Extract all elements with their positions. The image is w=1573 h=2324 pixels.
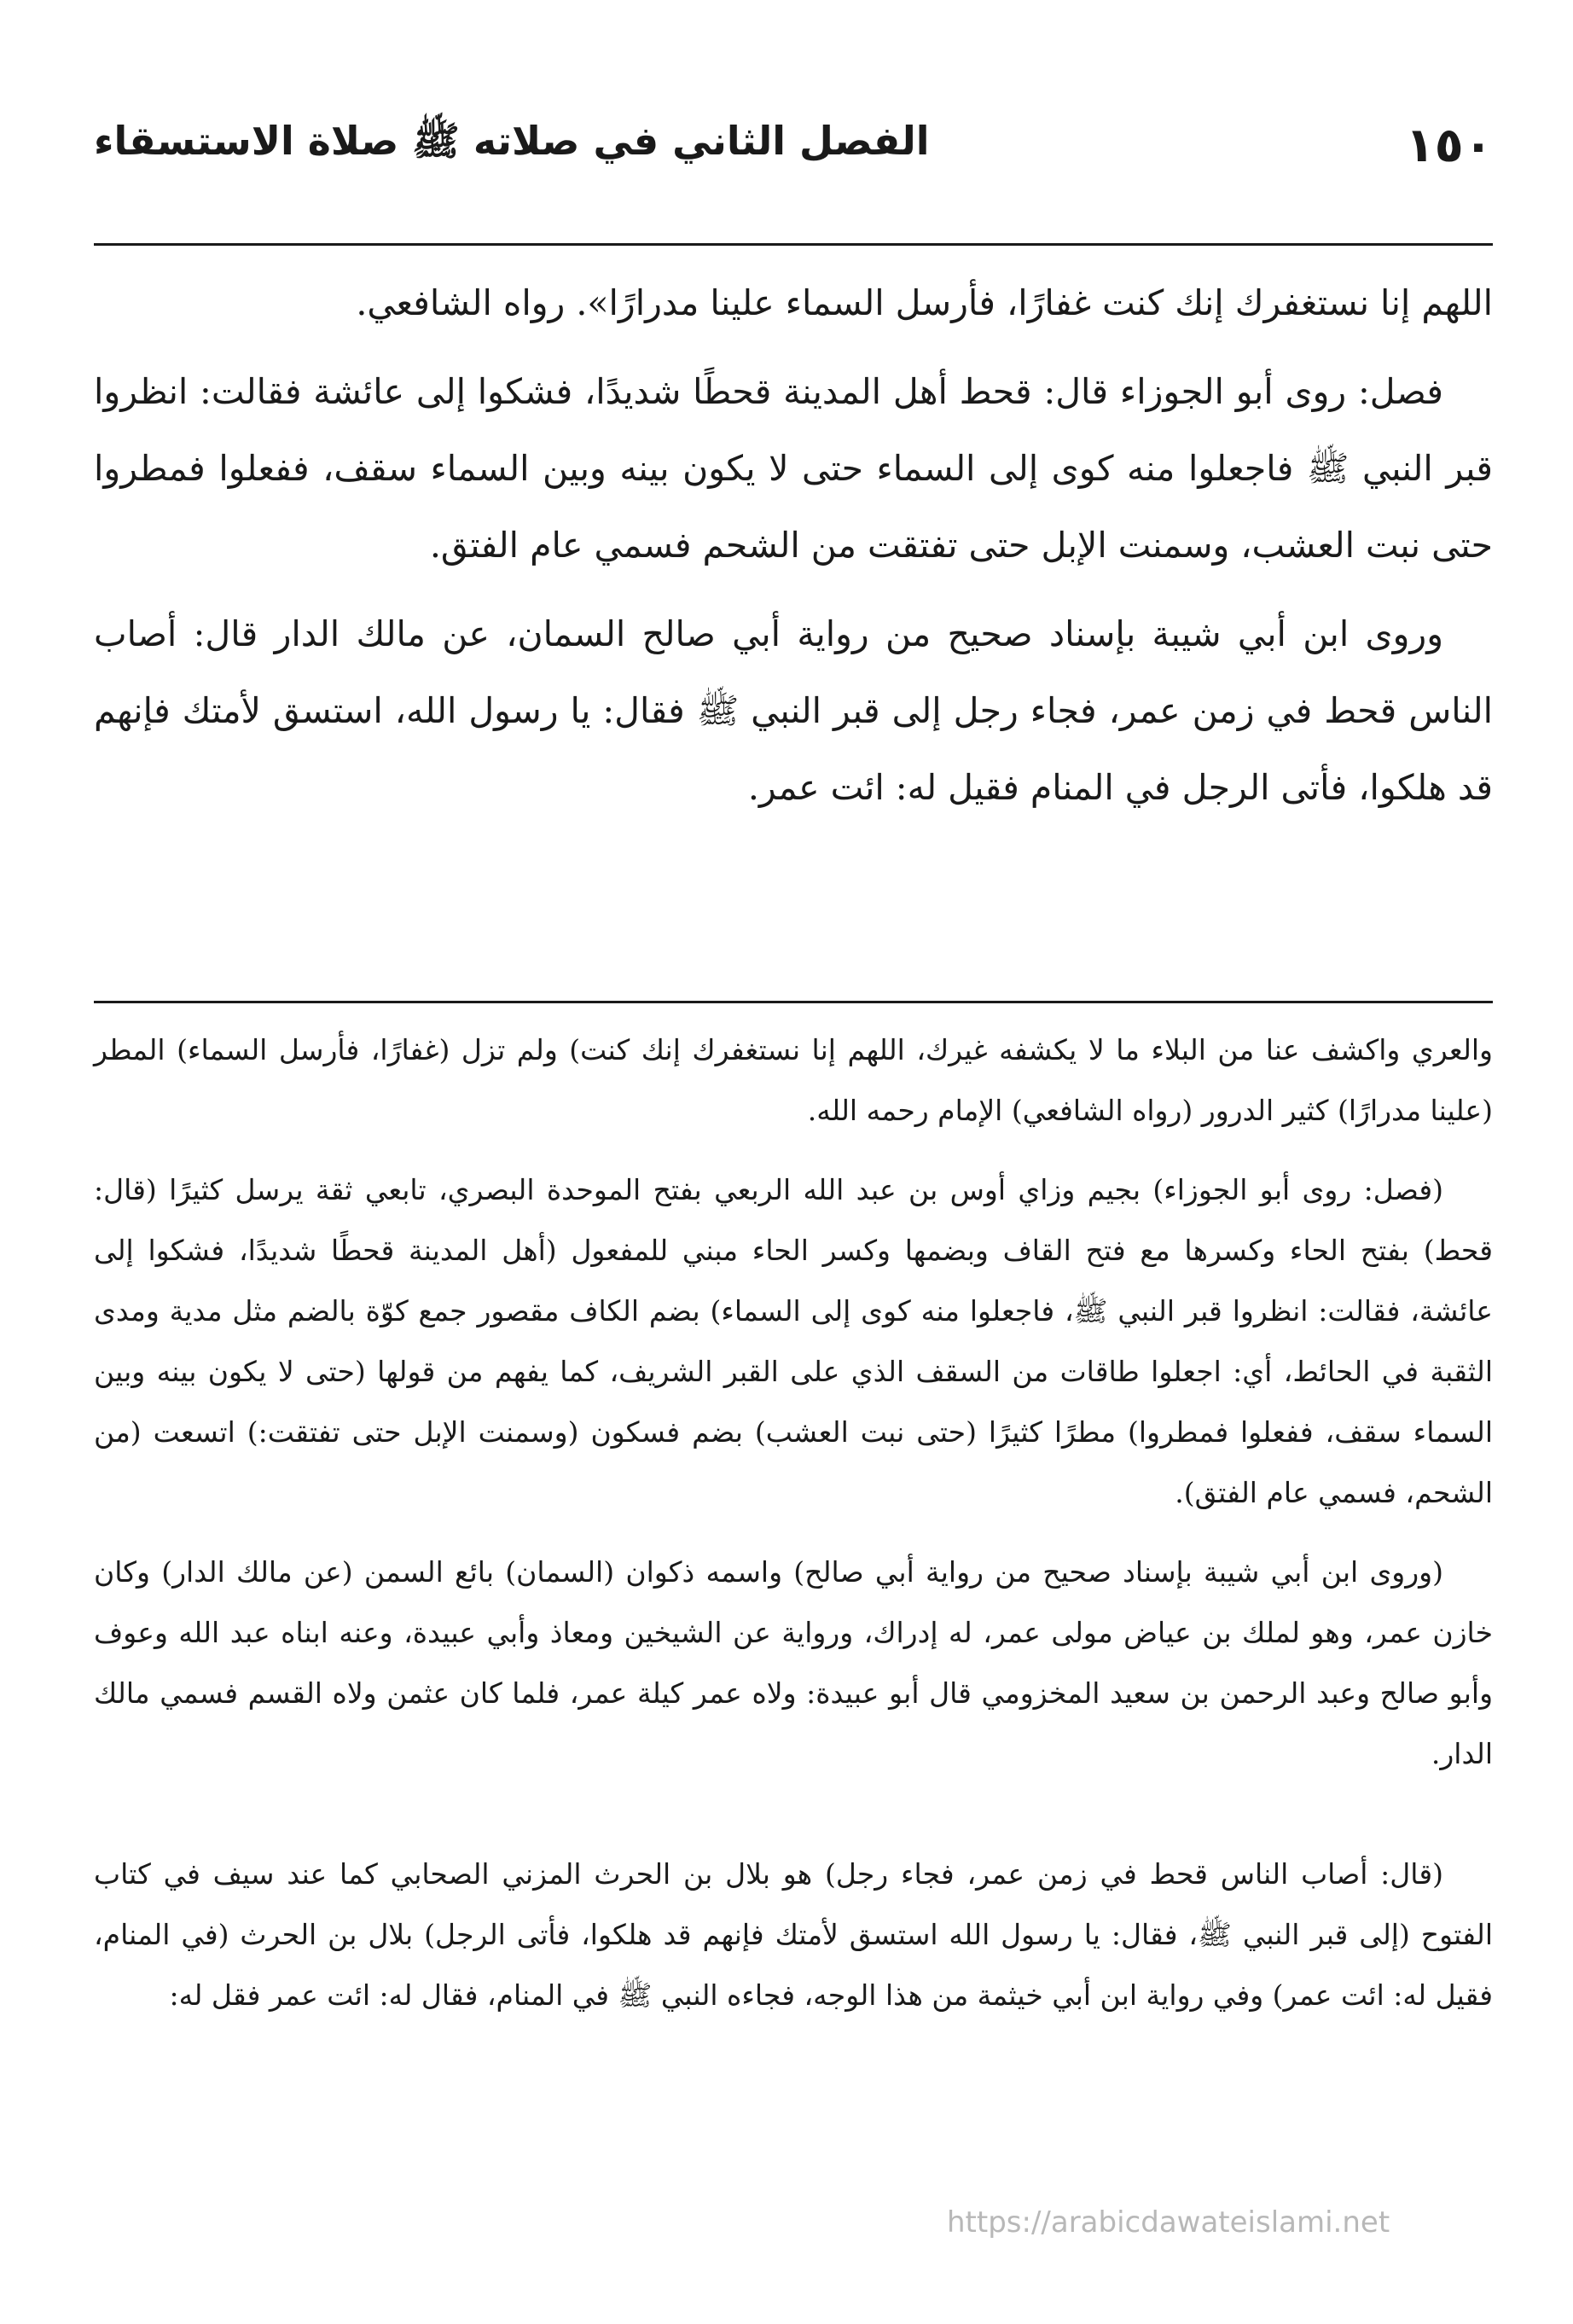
commentary-divider bbox=[94, 1001, 1493, 1003]
page-header bbox=[94, 98, 1493, 192]
page-number: ١٥٠ bbox=[1405, 117, 1493, 173]
header-rule bbox=[94, 243, 1493, 246]
commentary-paragraph: (قال: أصاب الناس قحط في زمن عمر، فجاء رجل) هو بلال بن الحرث المزني الصحابي كما عند سيف في كتاب الفتوح (إلى قبر النبي ﷺ، فقال: يا رسول الله استسق لأمتك فإنهم قد هلكوا، فأتى الرجل) بلال بن الحرث (في المنام، فقيل له: ائت عمر) وفي رواية ابن أبي خيثمة من هذا الوجه، فجاءه النبي ﷺ في المنام، فقال له: ائت عمر فقل له: bbox=[94, 1857, 1493, 2012]
commentary-paragraph: (وروى ابن أبي شيبة بإسناد صحيح من رواية أبي صالح) واسمه ذكوان (السمان) بائع السمن (عن مالك الدار) وكان خازن عمر، وهو لملك بن عياض مولى عمر، له إدراك، ورواية عن الشيخين ومعاذ وأبي عبيدة، وعنه ابناه عبد الله وعوف وأبو صالح وعبد الرحمن بن سعيد المخزومي قال أبو عبيدة: ولاه عمر كيلة عمر، فلما كان عثمن ولاه القسم فسمي مالك الدار. bbox=[94, 1555, 1493, 1770]
book-page bbox=[94, 81, 1493, 2265]
commentary-paragraph: (فصل: روى أبو الجوزاء) بجيم وزاي أوس بن عبد الله الربعي بفتح الموحدة البصري، تابعي ثقة يرسل كثيرًا (قال: قحط) بفتح الحاء وكسرها مع فتح القاف وبضمها وكسر الحاء مبني للمفعول (أهل المدينة قحطًا شديدًا، فشكوا إلى عائشة، فقالت: انظروا قبر النبي ﷺ، فاجعلوا منه كوى إلى السماء) بضم الكاف مقصور جمع كوّة بالضم مثل مدية ومدى الثقبة في الحائط، أي: اجعلوا طاقات من السقف الذي على القبر الشريف، كما يفهم من قولها (حتى لا يكون بينه وبين السماء سقف، ففعلوا فمطروا) مطرًا كثيرًا (حتى نبت العشب) بضم فسكون (وسمنت الإبل حتى تفتقت:) اتسعت (من الشحم، فسمي عام الفتق). bbox=[94, 1173, 1493, 1509]
main-text bbox=[94, 264, 1493, 838]
main-paragraph: اللهم إنا نستغفرك إنك كنت غفارًا، فأرسل السماء علينا مدرارًا». رواه الشافعي. bbox=[356, 282, 1493, 323]
commentary-paragraph: والعري واكشف عنا من البلاء ما لا يكشفه غيرك، اللهم إنا نستغفرك إنك كنت) ولم تزل (غفارًا، فأرسل السماء) المطر (علينا مدرارًا) كثير الدرور (رواه الشافعي) الإمام رحمه الله. bbox=[94, 1033, 1493, 1127]
watermark-url: https://arabicdawateislami.net bbox=[947, 2205, 1390, 2240]
running-head: الفصل الثاني في صلاته ﷺ صلاة الاستسقاء bbox=[94, 117, 930, 164]
main-paragraph: وروى ابن أبي شيبة بإسناد صحيح من رواية أبي صالح السمان، عن مالك الدار قال: أصاب الناس قحط في زمن عمر، فجاء رجل إلى قبر النبي ﷺ فقال: يا رسول الله، استسق لأمتك فإنهم قد هلكوا، فأتى الرجل في المنام فقيل له: ائت عمر. bbox=[94, 613, 1493, 808]
commentary bbox=[94, 1020, 1493, 2044]
main-paragraph: فصل: روى أبو الجوزاء قال: قحط أهل المدينة قحطًا شديدًا، فشكوا إلى عائشة فقالت: انظروا قبر النبي ﷺ فاجعلوا منه كوى إلى السماء حتى لا يكون بينه وبين السماء سقف، ففعلوا فمطروا حتى نبت العشب، وسمنت الإبل حتى تفتقت من الشحم فسمي عام الفتق. bbox=[94, 371, 1493, 566]
